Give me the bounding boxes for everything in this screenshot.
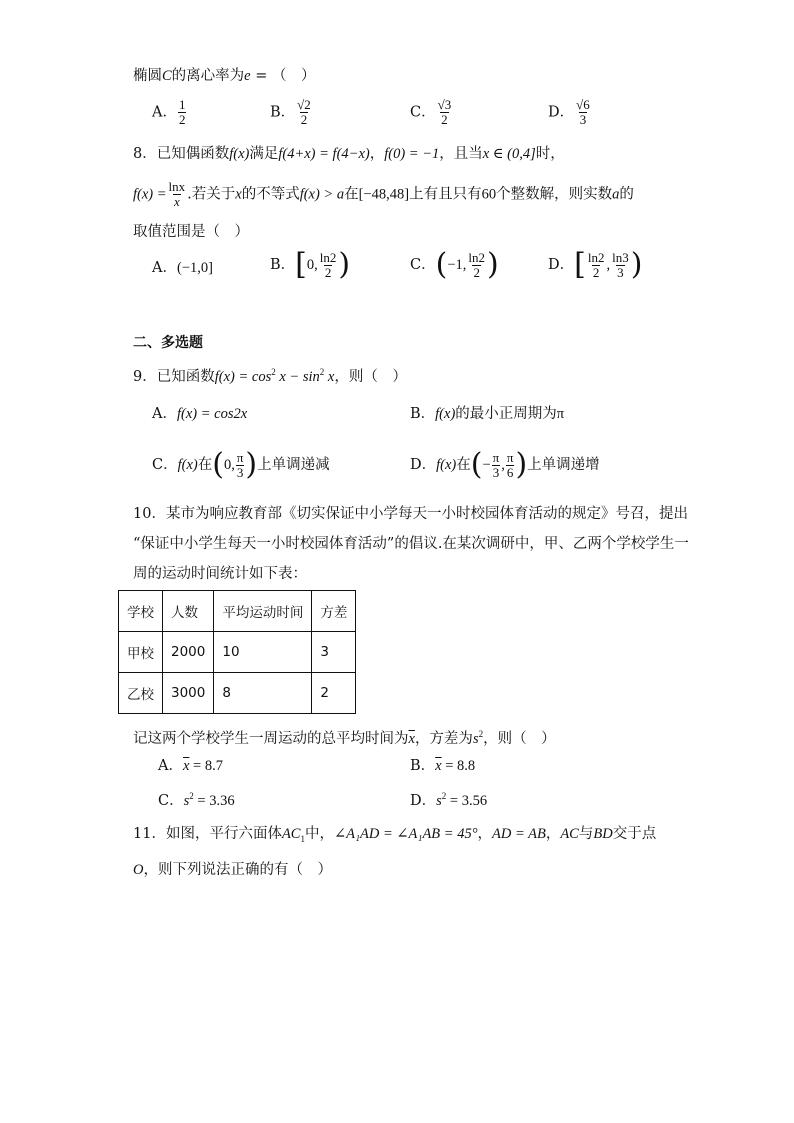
table-header-cell: 方差 — [312, 591, 356, 632]
q8-stem-line1: 8．已知偶函数f(x)满足f(4+x) = f(4−x)，f(0) = −1，且当x ∈ (0,4]时， — [133, 146, 565, 162]
q10-stem-line2: “保证中小学生每天一小时校园体育活动”的倡议.在某次调研中，甲、乙两个学校学生一 — [133, 536, 689, 552]
q10-stem-line3: 周的运动时间统计如下表： — [133, 566, 307, 582]
q9-option-b[interactable]: B．f(x)的最小正周期为π — [410, 406, 565, 422]
q10-question: 记这两个学校学生一周运动的总平均时间为$\overline{x}$，方差为$s^2$，则（ ） — [133, 729, 556, 747]
table-cell: 3 — [312, 632, 356, 673]
q9-option-c[interactable]: C．f(x)在(0, $\frac{\pi}{3}$ )上单调递减 — [152, 447, 330, 482]
q8-option-c[interactable]: C．(−1, $\frac{\ln 2}{2}$ ) — [410, 247, 499, 282]
table-cell: 2 — [312, 673, 356, 714]
table-cell: 甲校 — [119, 632, 163, 673]
q7-option-b[interactable]: B． $\frac{√2}{2}$ — [270, 97, 311, 127]
table-row — [119, 673, 356, 714]
q11-stem-line1: 11．如图，平行六面体$AC_1$中，∠A₁AD = ∠A₁AB = 45°，AD = AB，AC与BD交于点 — [133, 826, 657, 844]
table-header-cell: 学校 — [119, 591, 163, 632]
q7-option-d[interactable]: D． $\frac{√6}{3}$ — [548, 97, 590, 127]
q10-stem-line1: 10．某市为响应教育部《切实保证中小学每天一小时校园体育活动的规定》号召，提出 — [133, 506, 688, 522]
q9-stem: 9．已知函数$f(x) = \cos^2 x - \sin^2 x$，则（ ） — [133, 367, 407, 385]
q8-stem-line3: 取值范围是（ ） — [133, 224, 249, 240]
q10-option-b[interactable]: B．$\overline{x} = 8.8$ — [410, 758, 476, 774]
q9-option-a[interactable]: A．f(x) = cos2x — [152, 406, 248, 422]
table-cell: 3000 — [163, 673, 214, 714]
table-cell: 10 — [214, 632, 312, 673]
q8-stem-line2: f(x) = $\frac{\ln x}{x}$ .若关于x的不等式f(x) > a在[−48,48]上有且只有60个整数解，则实数a的 — [133, 179, 634, 209]
q7-stem: 椭圆C的离心率为e = （ ） — [133, 68, 316, 84]
q7-option-a[interactable]: A． $\frac{1}{2}$ — [152, 97, 186, 127]
table-cell: 8 — [214, 673, 312, 714]
q8-option-a[interactable]: A．(−1,0] — [152, 260, 213, 276]
section-heading: 二、多选题 — [133, 335, 203, 351]
table-header-row — [119, 591, 356, 632]
table-row — [119, 632, 356, 673]
q10-option-a[interactable]: A．$\overline{x} = 8.7$ — [158, 758, 223, 774]
table-cell: 2000 — [163, 632, 214, 673]
table-cell: 乙校 — [119, 673, 163, 714]
q8-option-d[interactable]: D．[ $\frac{\ln 2}{2}$ , $\frac{\ln 3}{3}$ ) — [548, 247, 643, 282]
q10-option-d[interactable]: D．$s^2 = 3.56$ — [410, 791, 488, 809]
q7-option-c[interactable]: C． $\frac{√3}{2}$ — [410, 97, 452, 127]
school-data-table — [118, 590, 356, 714]
q8-option-b[interactable]: B．[0, $\frac{\ln 2}{2}$ ) — [270, 247, 351, 282]
q9-option-d[interactable]: D．f(x)在(− $\frac{\pi}{3}$ , $\frac{\pi}{6}$ )上单调递增 — [410, 447, 600, 482]
table-header-cell: 平均运动时间 — [214, 591, 312, 632]
table-header-cell: 人数 — [163, 591, 214, 632]
q10-option-c[interactable]: C．$s^2 = 3.36$ — [158, 791, 235, 809]
q11-stem-line2: O，则下列说法正确的有（ ） — [133, 862, 332, 878]
